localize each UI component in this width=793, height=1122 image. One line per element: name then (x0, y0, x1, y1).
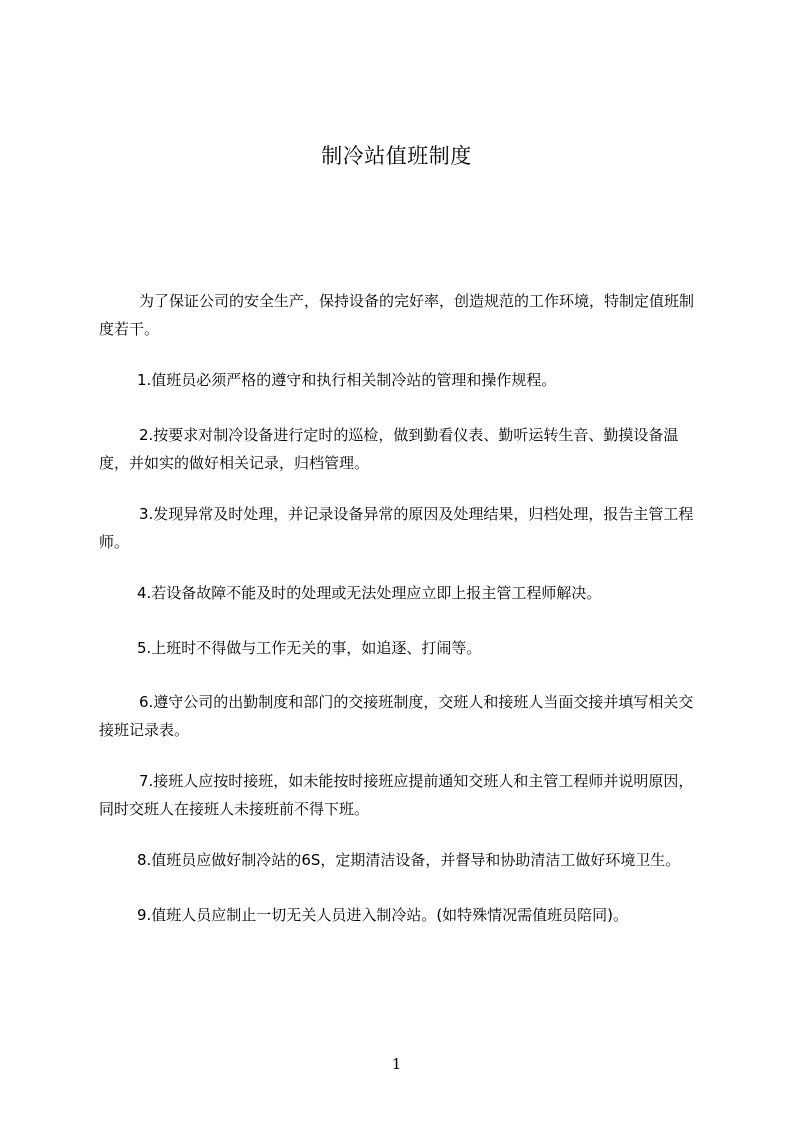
rule-item-4: 4.若设备故障不能及时的处理或无法处理应立即上报主管工程师解决。 (137, 584, 602, 602)
rule-item-8: 8.值班员应做好制冷站的6S，定期清洁设备，并督导和协助清洁工做好环境卫生。 (137, 851, 681, 869)
rule-item-7: 7.接班人应按时接班，如未能按时接班应提前通知交班人和主管工程师并说明原因，同时交班人在接班人未接班前不得下班。 (99, 772, 694, 818)
page-number: 1 (391, 1055, 402, 1073)
rule-item-2: 2.按要求对制冷设备进行定时的巡检，做到勤看仪表、勤听运转生音、勤摸设备温度，并如实的做好相关记录，归档管理。 (99, 426, 679, 472)
document-title: 制冷站值班制度 (321, 144, 472, 168)
rule-item-1: 1.值班员必须严格的遵守和执行相关制冷站的管理和操作规程。 (137, 371, 557, 389)
rule-item-6: 6.遵守公司的出勤制度和部门的交接班制度，交班人和接班人当面交接并填写相关交接班记录表。 (99, 693, 694, 739)
intro-paragraph: 为了保证公司的安全生产，保持设备的完好率，创造规范的工作环境，特制定值班制度若干。 (99, 292, 695, 338)
rule-item-9: 9.值班人员应制止一切无关人员进入制冷站。(如特殊情况需值班员陪同)。 (137, 906, 629, 924)
rule-item-3: 3.发现异常及时处理，并记录设备异常的原因及处理结果，归档处理，报告主管工程师。 (99, 505, 694, 551)
rule-item-5: 5.上班时不得做与工作无关的事，如追逐、打闹等。 (137, 639, 482, 657)
